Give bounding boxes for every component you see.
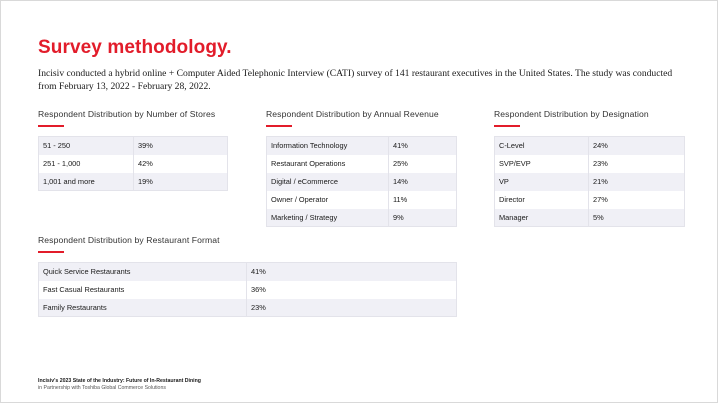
format-section xyxy=(38,235,457,317)
row-value: 9% xyxy=(389,209,457,227)
footer xyxy=(38,378,201,392)
row-label: Director xyxy=(495,191,589,209)
page-title: Survey methodology. xyxy=(38,37,232,58)
row-label: Family Restaurants xyxy=(39,299,247,317)
table-row xyxy=(39,137,228,155)
intro-paragraph: Incisiv conducted a hybrid online + Computer Aided Telephonic Interview (CATI) survey of 141 restaurant executives in the United States. The study was conducted from February 13, 2022 - February 28, 2022. xyxy=(38,68,673,92)
row-label: 251 - 1,000 xyxy=(39,155,134,173)
table-row xyxy=(495,191,685,209)
revenue-table xyxy=(266,136,457,227)
row-value: 27% xyxy=(589,191,685,209)
row-value: 23% xyxy=(589,155,685,173)
table-row xyxy=(39,155,228,173)
section-title: Respondent Distribution by Annual Revenue xyxy=(266,109,439,119)
row-value: 14% xyxy=(389,173,457,191)
row-label: 1,001 and more xyxy=(39,173,134,191)
row-value: 24% xyxy=(589,137,685,155)
table-row xyxy=(495,137,685,155)
row-value: 23% xyxy=(247,299,457,317)
row-label: Manager xyxy=(495,209,589,227)
row-label: Marketing / Strategy xyxy=(267,209,389,227)
row-value: 39% xyxy=(134,137,228,155)
row-label: Digital / eCommerce xyxy=(267,173,389,191)
table-row xyxy=(39,173,228,191)
row-label: Fast Casual Restaurants xyxy=(39,281,247,299)
revenue-section xyxy=(266,109,457,227)
row-label: Owner / Operator xyxy=(267,191,389,209)
row-label: VP xyxy=(495,173,589,191)
table-row xyxy=(39,281,457,299)
row-label: C-Level xyxy=(495,137,589,155)
table-row xyxy=(39,263,457,281)
section-title: Respondent Distribution by Designation xyxy=(494,109,649,119)
section-title: Respondent Distribution by Restaurant Format xyxy=(38,235,220,245)
table-row xyxy=(267,173,457,191)
row-value: 36% xyxy=(247,281,457,299)
section-accent-rule xyxy=(38,125,64,127)
row-value: 42% xyxy=(134,155,228,173)
section-title: Respondent Distribution by Number of Stores xyxy=(38,109,216,119)
table-row xyxy=(267,209,457,227)
row-label: SVP/EVP xyxy=(495,155,589,173)
table-row xyxy=(267,137,457,155)
row-value: 41% xyxy=(389,137,457,155)
row-value: 41% xyxy=(247,263,457,281)
stores-table xyxy=(38,136,228,191)
format-table xyxy=(38,262,457,317)
table-row xyxy=(495,155,685,173)
stores-section xyxy=(38,109,228,191)
designation-table xyxy=(494,136,685,227)
table-row xyxy=(267,191,457,209)
table-row xyxy=(495,209,685,227)
row-value: 5% xyxy=(589,209,685,227)
row-label: Information Technology xyxy=(267,137,389,155)
table-row xyxy=(39,299,457,317)
footer-report-title: Incisiv's 2023 State of the Industry: Future of In-Restaurant Dining xyxy=(38,378,201,384)
row-value: 21% xyxy=(589,173,685,191)
table-row xyxy=(495,173,685,191)
section-accent-rule xyxy=(494,125,520,127)
section-accent-rule xyxy=(38,251,64,253)
row-label: Restaurant Operations xyxy=(267,155,389,173)
designation-section xyxy=(494,109,685,227)
row-label: Quick Service Restaurants xyxy=(39,263,247,281)
row-label: 51 - 250 xyxy=(39,137,134,155)
table-row xyxy=(267,155,457,173)
row-value: 11% xyxy=(389,191,457,209)
row-value: 19% xyxy=(134,173,228,191)
row-value: 25% xyxy=(389,155,457,173)
footer-partnership: in Partnership with Toshiba Global Commerce Solutions xyxy=(38,385,166,391)
section-accent-rule xyxy=(266,125,292,127)
